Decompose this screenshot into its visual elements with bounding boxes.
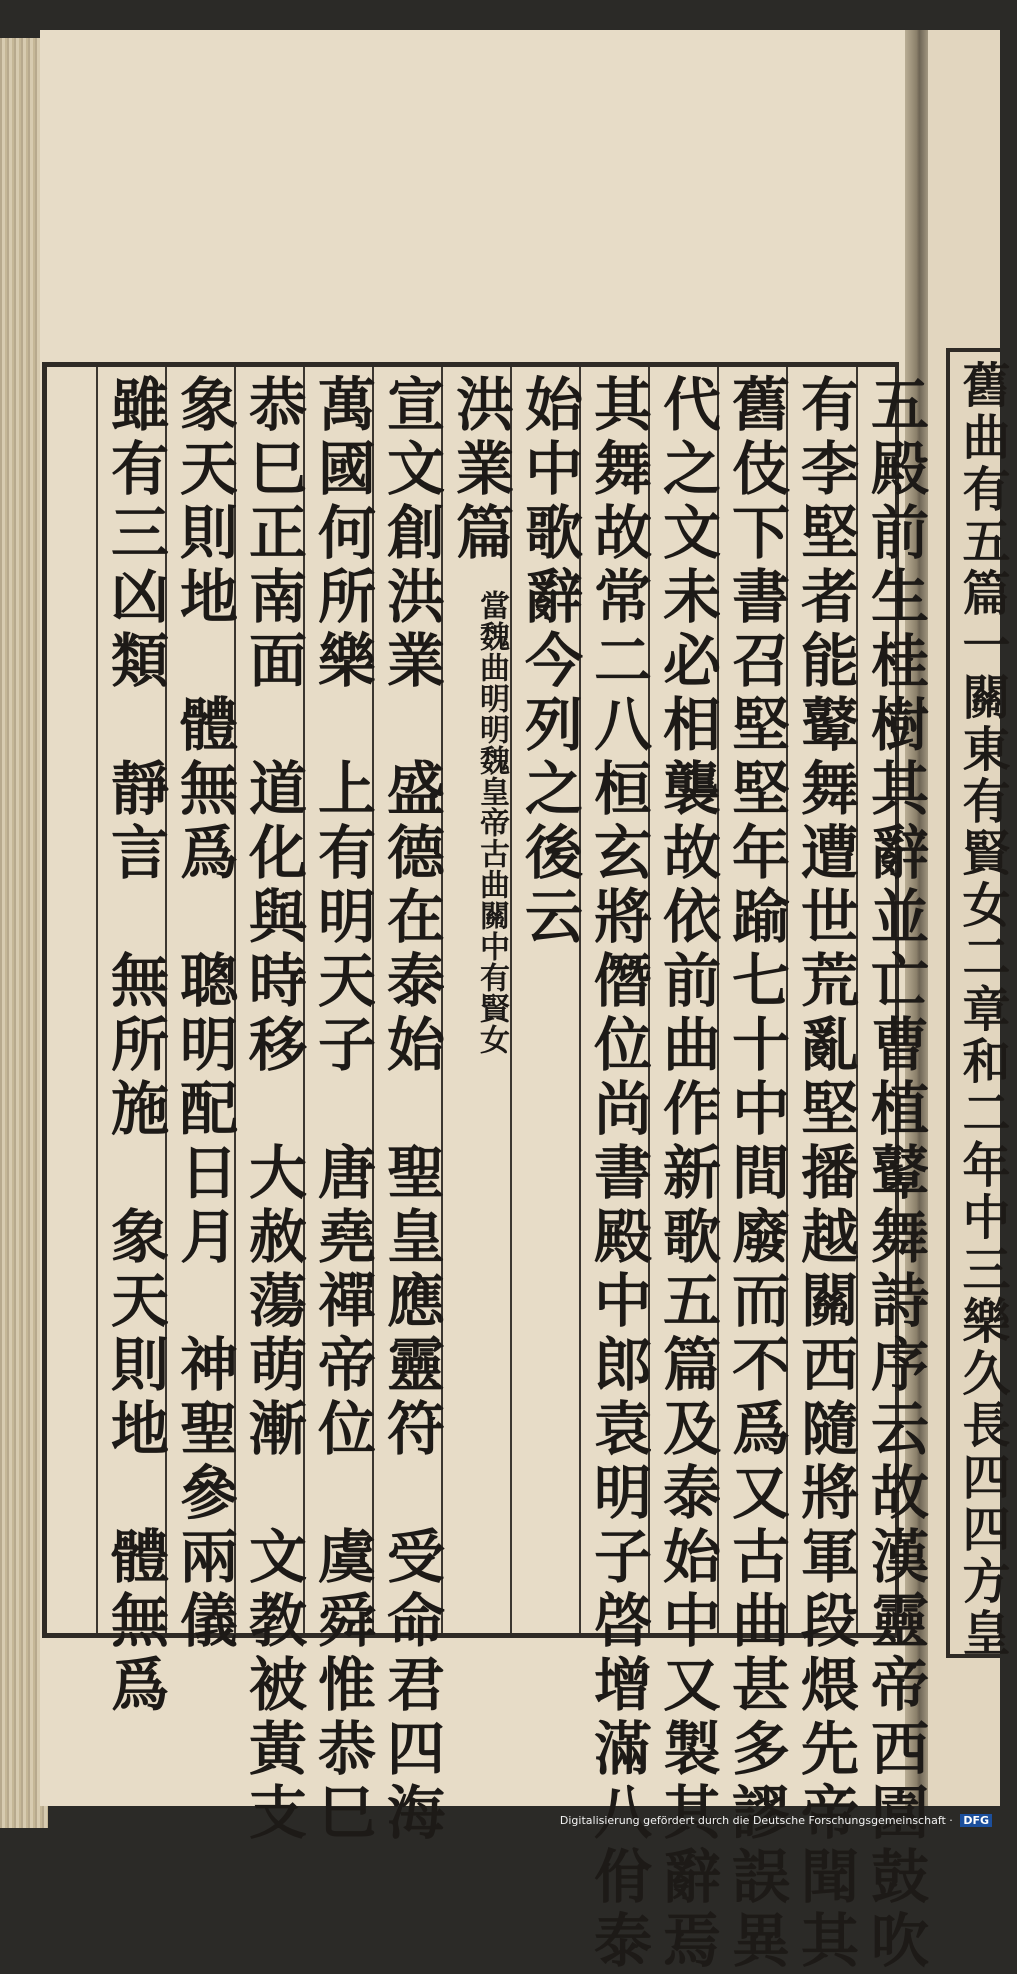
section-title: 洪業篇 [446, 374, 514, 566]
credit-text: Digitalisierung gefördert durch die Deutsche Forschungsgemeinschaft · [559, 1814, 953, 1827]
column-divider [96, 367, 98, 1633]
poem-column-5: 雖有三凶類 靜言 無所施 象天則地 體無爲 [101, 374, 169, 1718]
text-column-2: 有李堅者能鼙舞遭世荒亂堅播越關西隨將軍段煨先帝聞其 [791, 374, 859, 1974]
poem-column-1: 宣文創洪業 盛德在泰始 聖皇應靈符 受命君四海 [377, 374, 445, 1846]
text-column-1: 五殿前生桂樹其辭並亡曹植鼙舞詩序云故漢靈帝西園鼓吹 [861, 374, 929, 1974]
poem-column-2: 萬國何所樂 上有明天子 唐堯禪帝位 虞舜惟恭巳 [308, 374, 376, 1846]
text-column-3: 舊伎下書召堅堅年踰七十中間廢而不爲又古曲甚多謬誤異 [722, 374, 790, 1974]
digitization-credit [560, 1814, 992, 1827]
poem-column-3: 恭巳正南面 道化與時移 大赦蕩萌漸 文教被黃支 [239, 374, 307, 1846]
poem-column-4: 象天則地 體無爲 聰明配日月 神聖參兩儀 [170, 374, 238, 1654]
text-column-5: 其舞故常二八桓玄將僭位尚書殿中郎袁明子啓增滿八佾泰 [584, 374, 652, 1974]
annotation-note: 當魏曲明明魏皇帝古曲關中有賢女 [474, 590, 509, 1055]
text-column-6: 始中歌辭今列之後云 [515, 374, 583, 950]
right-page-column: 舊曲有五篇一關東有賢女二章和二年中三樂久長四四方皇 [954, 360, 1010, 1660]
text-column-4: 代之文未必相襲故依前曲作新歌五篇及泰始中又製其辭焉 [653, 374, 721, 1974]
dfg-logo-badge: DFG [960, 1814, 992, 1827]
